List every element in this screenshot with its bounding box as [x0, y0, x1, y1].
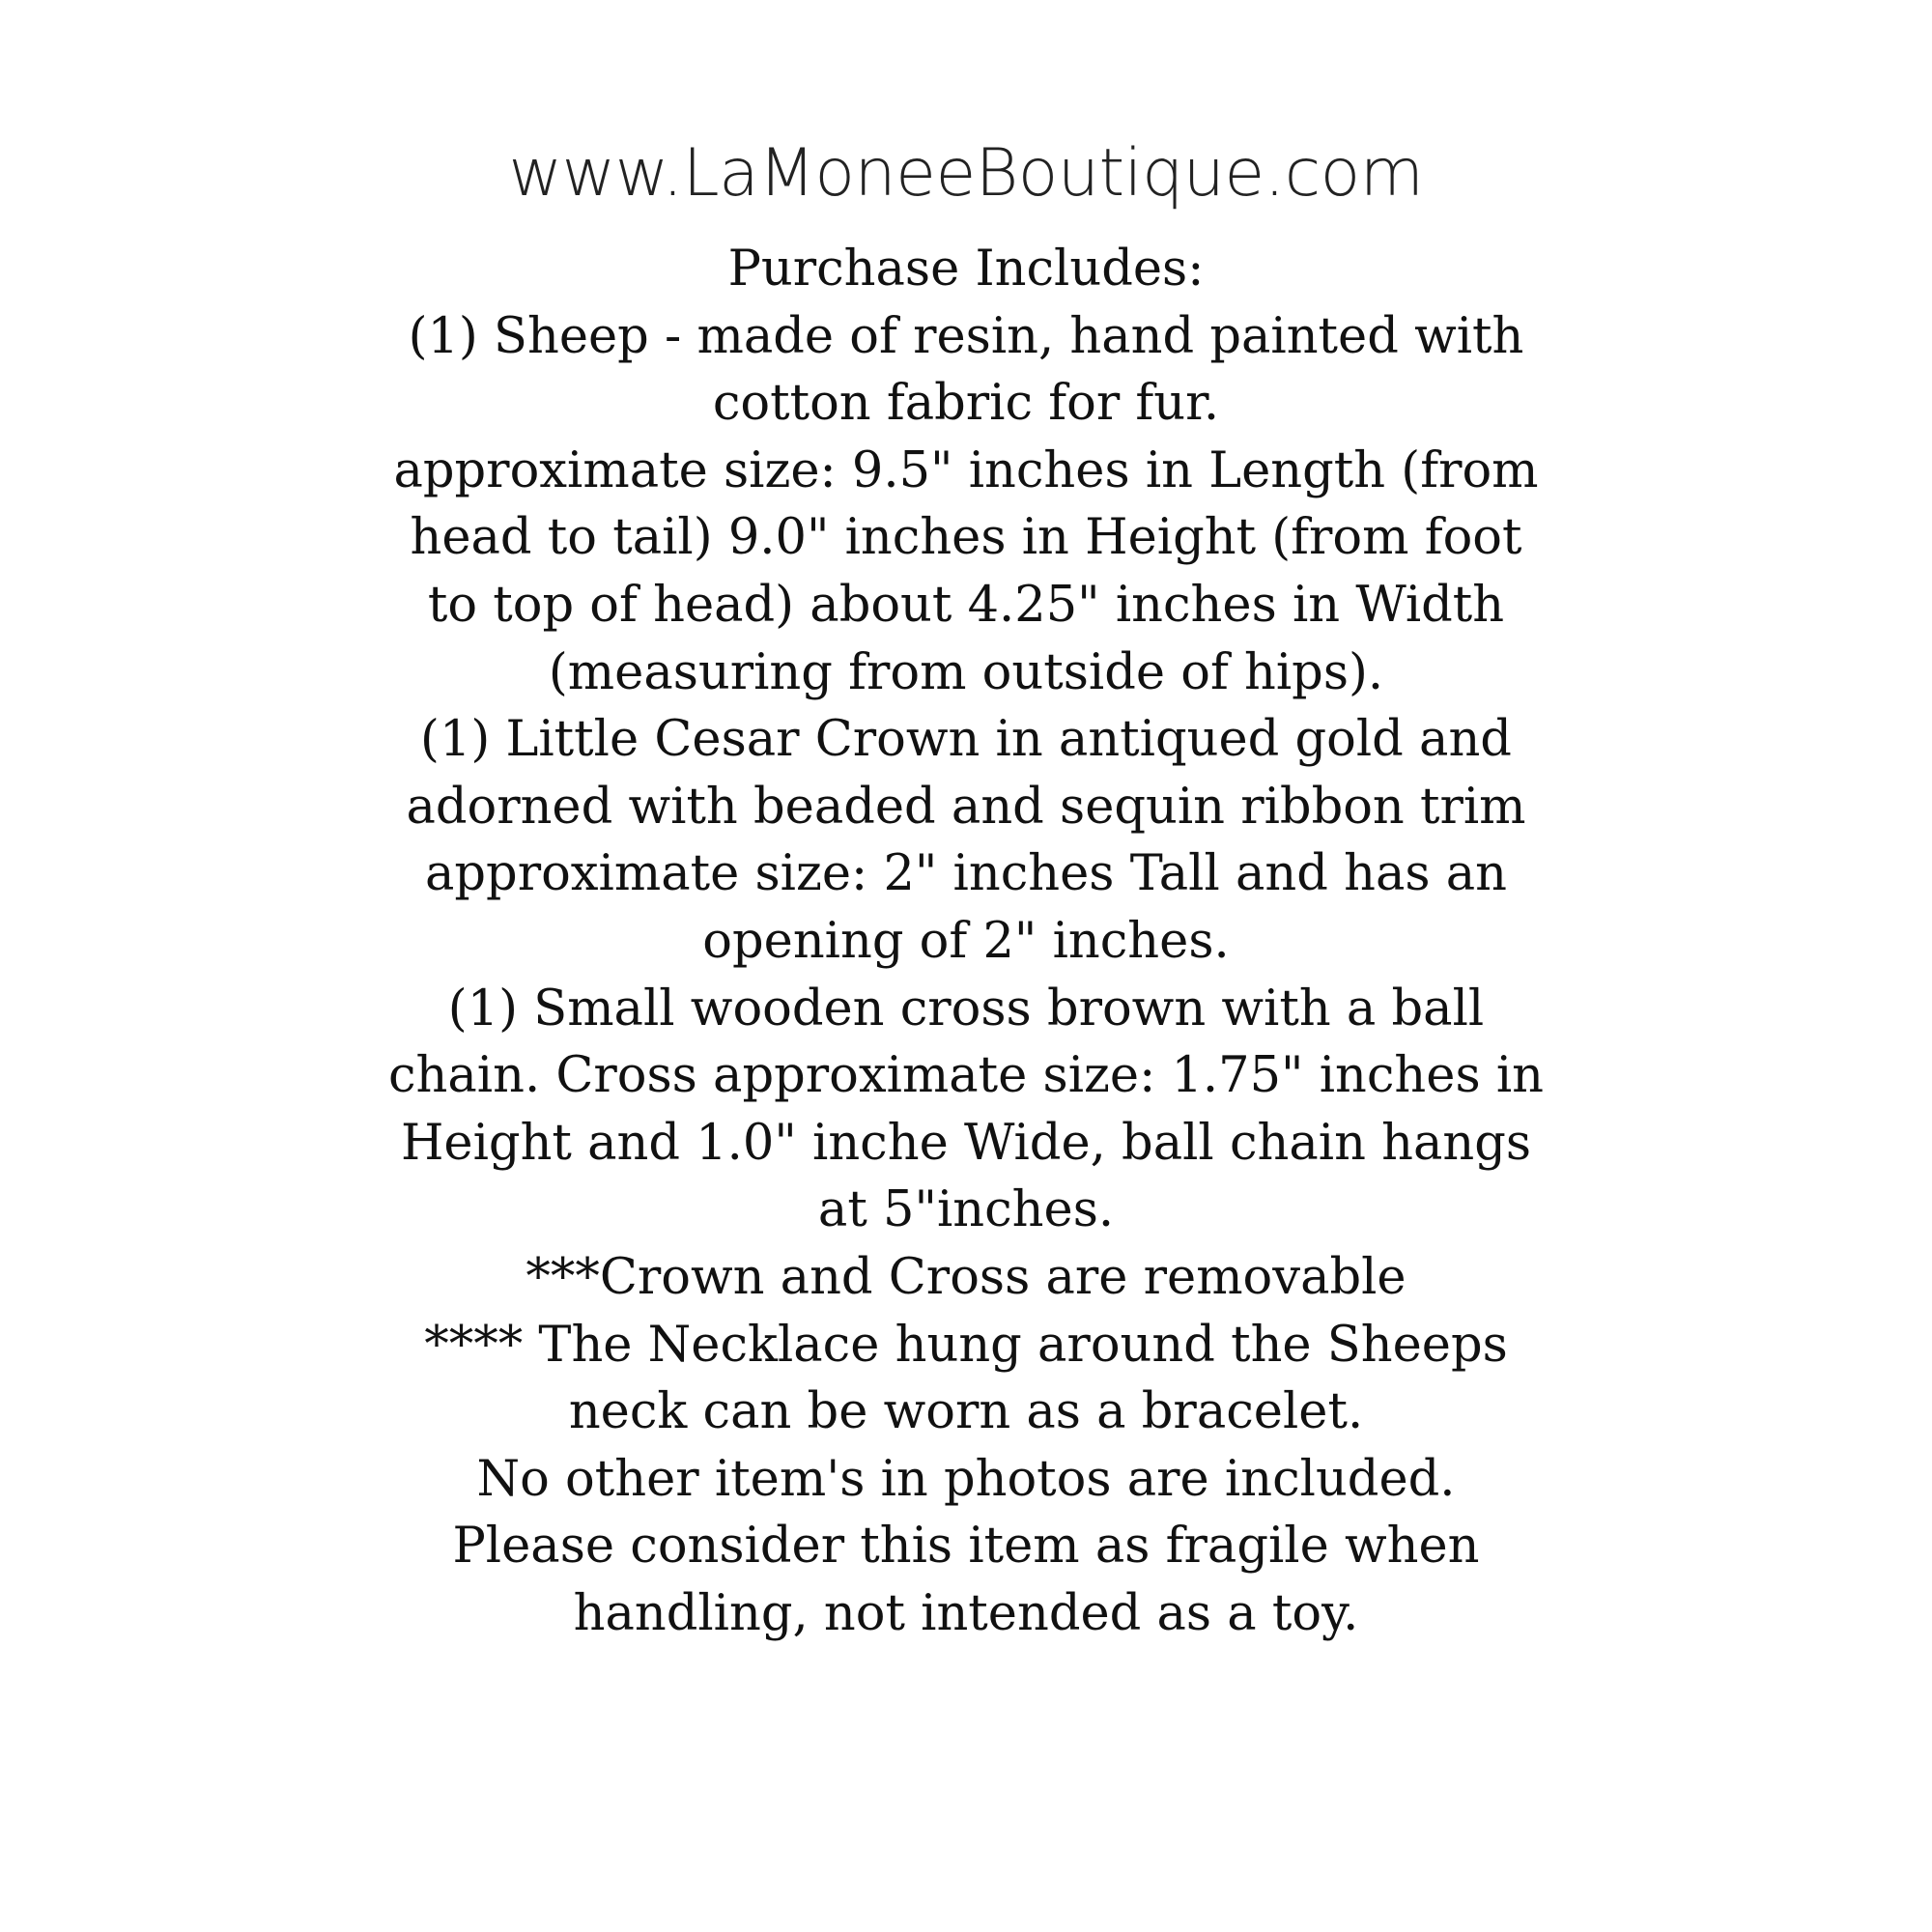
product-description — [367, 236, 1565, 1647]
description-line: head to tail) 9.0" inches in Height (from foot — [410, 509, 1522, 567]
description-line: **** The Necklace hung around the Sheeps — [424, 1316, 1508, 1374]
description-line: to top of head) about 4.25" inches in Width — [427, 576, 1505, 634]
description-line: adorned with beaded and sequin ribbon trim — [406, 778, 1526, 836]
description-line: cotton fabric for fur. — [712, 375, 1220, 433]
description-line: approximate size: 9.5" inches in Length (from — [393, 441, 1539, 499]
description-line: Height and 1.0" inche Wide, ball chain hangs — [400, 1114, 1532, 1172]
description-line: (1) Sheep - made of resin, hand painted with — [408, 307, 1524, 365]
description-line: neck can be worn as a bracelet. — [568, 1383, 1364, 1441]
description-line: No other item's in photos are included. — [476, 1450, 1456, 1508]
description-line: (measuring from outside of hips). — [548, 643, 1384, 701]
description-line: Purchase Includes: — [727, 241, 1205, 298]
description-line: Please consider this item as fragile when — [452, 1518, 1480, 1576]
description-line: (1) Little Cesar Crown in antiqued gold and — [420, 711, 1512, 769]
description-line: ***Crown and Cross are removable — [526, 1248, 1406, 1306]
description-line: approximate size: 2" inches Tall and has an — [425, 845, 1507, 903]
description-line: opening of 2" inches. — [702, 912, 1230, 970]
description-line: (1) Small wooden cross brown with a ball — [447, 980, 1485, 1037]
description-line: chain. Cross approximate size: 1.75" inches in — [387, 1047, 1544, 1105]
site-url-heading: www.LaMoneeBoutique.com — [508, 135, 1424, 212]
description-line: handling, not intended as a toy. — [573, 1584, 1359, 1642]
description-line: at 5"inches. — [817, 1181, 1115, 1239]
